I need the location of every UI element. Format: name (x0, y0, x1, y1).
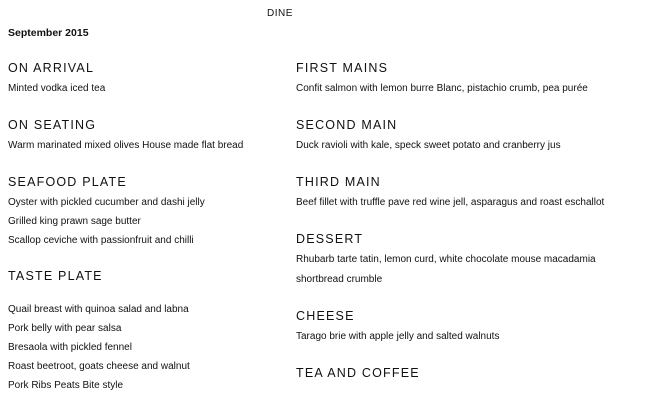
section-heading: ON SEATING (8, 118, 97, 132)
section-cheese (296, 308, 646, 346)
menu-item: Grilled king prawn sage butter (8, 216, 141, 227)
section-heading: TASTE PLATE (8, 269, 103, 283)
section-items (296, 193, 646, 212)
section-items (296, 79, 646, 98)
section-items (8, 136, 278, 155)
section-items (8, 79, 278, 98)
menu-item: Minted vodka iced tea (8, 83, 106, 94)
section-items (8, 193, 278, 250)
menu-item: Beef fillet with truffle pave red wine jell, asparagus and roast eschallot (296, 197, 605, 208)
section-items (296, 327, 646, 346)
section-items (8, 300, 278, 395)
section-heading: TEA AND COFFEE (296, 366, 420, 380)
section-seafood-plate (8, 174, 278, 250)
section-items (296, 136, 646, 155)
section-second-main (296, 117, 646, 155)
section-heading: SEAFOOD PLATE (8, 175, 127, 189)
section-heading: FIRST MAINS (296, 61, 389, 75)
menu-item: Quail breast with quinoa salad and labna (8, 304, 189, 315)
menu-item: Duck ravioli with kale, speck sweet potato and cranberry jus (296, 140, 561, 151)
menu-item: Tarago brie with apple jelly and salted walnuts (296, 331, 500, 342)
section-taste-plate (8, 268, 278, 395)
section-heading: SECOND MAIN (296, 118, 398, 132)
section-heading: THIRD MAIN (296, 175, 381, 189)
section-on-seating (8, 117, 278, 155)
menu-date: September 2015 (8, 27, 89, 39)
section-heading: ON ARRIVAL (8, 61, 95, 75)
section-heading: CHEESE (296, 309, 355, 323)
menu-item: Roast beetroot, goats cheese and walnut (8, 361, 190, 372)
menu-item: Rhubarb tarte tatin, lemon curd, white chocolate mouse macadamia shortbread crumble (296, 254, 596, 285)
menu-item: Pork belly with pear salsa (8, 323, 122, 334)
menu-item: Bresaola with pickled fennel (8, 342, 132, 353)
section-on-arrival (8, 60, 278, 98)
menu-item: Oyster with pickled cucumber and dashi jelly (8, 197, 205, 208)
menu-item: Confit salmon with lemon burre Blanc, pistachio crumb, pea purée (296, 83, 588, 94)
menu-item: Pork Ribs Peats Bite style (8, 380, 124, 391)
section-first-mains (296, 60, 646, 98)
section-heading: DESSERT (296, 232, 364, 246)
menu-item: Warm marinated mixed olives House made flat bread (8, 140, 244, 151)
section-third-main (296, 174, 646, 212)
section-items (296, 250, 646, 290)
section-dessert (296, 231, 646, 290)
page-title: DINE (267, 8, 293, 19)
menu-item: Scallop ceviche with passionfruit and chilli (8, 235, 194, 246)
section-tea-and-coffee (296, 365, 646, 381)
